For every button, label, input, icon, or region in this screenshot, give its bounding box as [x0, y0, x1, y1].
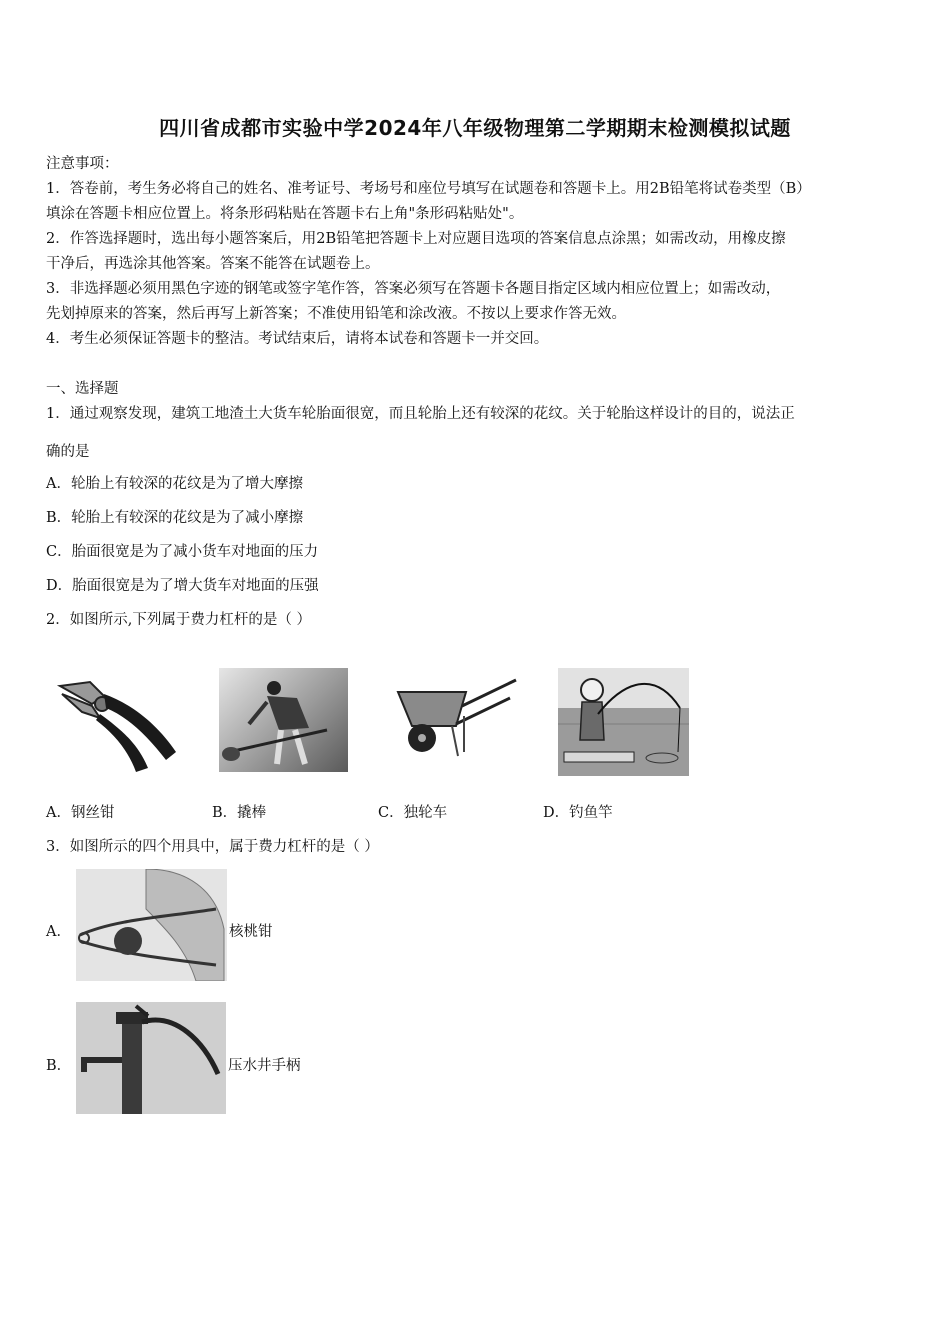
notice-line: 填涂在答题卡相应位置上。将条形码粘贴在答题卡右上角"条形码粘贴处"。 [46, 206, 524, 222]
q1-option-d: D．胎面很宽是为了增大货车对地面的压强 [46, 578, 319, 594]
pliers-figure [52, 664, 184, 772]
q3-option-a-letter: A． [46, 924, 71, 940]
notice-line: 干净后，再选涂其他答案。答案不能答在试题卷上。 [46, 256, 380, 272]
nutcracker-figure [76, 869, 227, 981]
notice-line: 3．非选择题必须用黑色字迹的钢笔或签字笔作答，答案必须写在答题卡各题目指定区域内相应位置上；如需改动， [46, 281, 781, 297]
q3-option-b-text: 压水井手柄 [228, 1058, 301, 1074]
q1-stem: 1．通过观察发现，建筑工地渣土大货车轮胎面很宽，而且轮胎上还有较深的花纹。关于轮胎这样设计的目的，说法正 [46, 406, 795, 422]
fishing-rod-figure [558, 668, 689, 776]
notice-line: 4．考生必须保证答题卡的整洁。考试结束后，请将本试卷和答题卡一并交回。 [46, 331, 549, 347]
q3-option-a-text: 核桃钳 [229, 924, 273, 940]
wheelbarrow-figure [392, 676, 518, 766]
q1-option-c: C．胎面很宽是为了减小货车对地面的压力 [46, 544, 319, 560]
q1-option-a: A．轮胎上有较深的花纹是为了增大摩擦 [46, 476, 303, 492]
crowbar-figure [219, 668, 348, 772]
notice-line: 1．答卷前，考生务必将自己的姓名、准考证号、考场号和座位号填写在试题卷和答题卡上。用2B铅笔将试卷类型（B） [46, 181, 811, 197]
notice-line: 2．作答选择题时，选出每小题答案后，用2B铅笔把答题卡上对应题目选项的答案信息点涂黑；如需改动，用橡皮擦 [46, 231, 786, 247]
q2-caption-a: A．钢丝钳 [46, 805, 115, 821]
q3-option-b-letter: B． [46, 1058, 72, 1074]
water-pump-figure [76, 1002, 226, 1114]
page-title: 四川省成都市实验中学2024年八年级物理第二学期期末检测模拟试题 [159, 116, 791, 140]
q2-stem: 2．如图所示,下列属于费力杠杆的是（ ） [46, 612, 311, 628]
q2-caption-c: C．独轮车 [378, 805, 448, 821]
q1-option-b: B．轮胎上有较深的花纹是为了减小摩擦 [46, 510, 304, 526]
section-heading: 一、选择题 [46, 381, 119, 397]
q1-stem: 确的是 [46, 444, 90, 460]
q2-caption-b: B．撬棒 [212, 805, 267, 821]
notice-heading: 注意事项： [46, 156, 119, 172]
q3-stem: 3．如图所示的四个用具中，属于费力杠杆的是（ ） [46, 839, 379, 855]
notice-line: 先划掉原来的答案，然后再写上新答案；不准使用铅笔和涂改液。不按以上要求作答无效。 [46, 306, 626, 322]
q2-caption-d: D．钓鱼竿 [543, 805, 613, 821]
